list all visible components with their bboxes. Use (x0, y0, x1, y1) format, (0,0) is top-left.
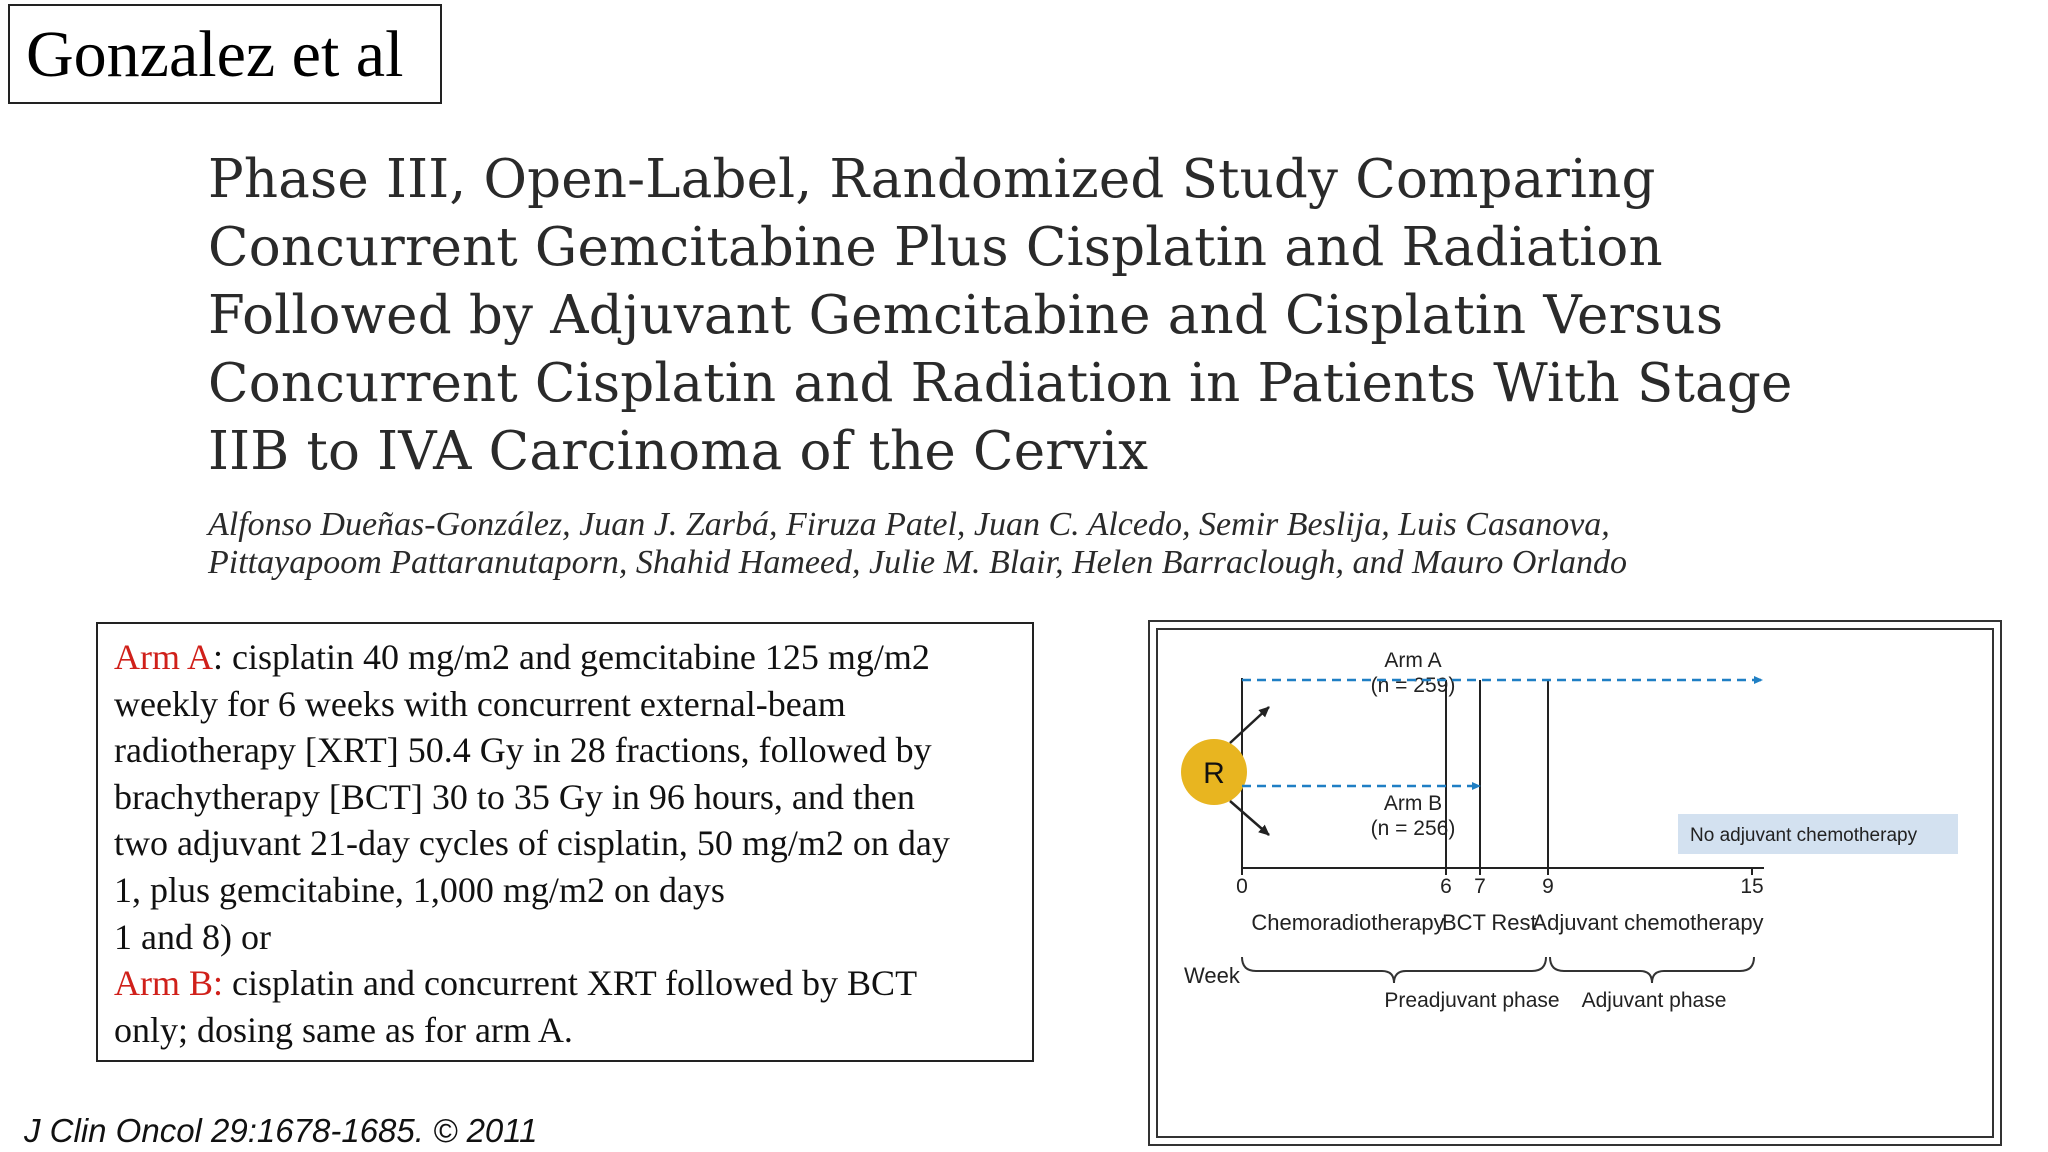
citation: J Clin Oncol 29:1678-1685. © 2011 (24, 1112, 538, 1149)
randomize-arrow-arm-a (1230, 707, 1269, 743)
week-tick-label: 6 (1440, 875, 1452, 898)
preadjuvant-brace (1242, 957, 1546, 983)
arm-a-line: 1 and 8) or (114, 916, 271, 957)
arm-a-name: Arm A (1384, 649, 1442, 672)
arm-a-line: two adjuvant 21-day cycles of cisplatin, 50 mg/m2 on day (114, 823, 950, 864)
arm-a-line: weekly for 6 weeks with concurrent external-beam (114, 683, 846, 724)
paper-title (208, 146, 1908, 486)
week-label: Week (1184, 963, 1240, 988)
author-list (208, 506, 1908, 582)
arm-a-label: Arm A (114, 637, 213, 677)
segment-label: Chemoradiotherapy (1251, 910, 1445, 935)
title-line: Concurrent Cisplatin and Radiation in Patients With Stage (208, 353, 1793, 414)
title-line: IIB to IVA Carcinoma of the Cervix (208, 421, 1149, 482)
no-adjuvant-label: No adjuvant chemotherapy (1690, 825, 1918, 846)
arm-a-text: : cisplatin 40 mg/m2 and gemcitabine 125 mg/m2 (213, 637, 930, 677)
adjuvant-brace (1550, 957, 1754, 983)
author-line: Alfonso Dueñas-González, Juan J. Zarbá, Firuza Patel, Juan C. Alcedo, Semir Beslija, Luis Casanova, (208, 506, 1610, 543)
randomize-arrow-arm-b (1230, 801, 1269, 835)
author-label-box (8, 4, 442, 104)
title-line: Concurrent Gemcitabine Plus Cisplatin and Radiation (208, 217, 1663, 278)
phase-label: Adjuvant phase (1581, 989, 1727, 1012)
segment-label: Adjuvant chemotherapy (1532, 910, 1764, 935)
arm-a-line (114, 634, 1018, 681)
arm-a-count: (n = 259) (1370, 674, 1456, 697)
randomization-label: R (1203, 757, 1225, 790)
arm-b-line: only; dosing same as for arm A. (114, 1009, 573, 1050)
author-label: Gonzalez et al (26, 18, 404, 91)
week-tick-label: 7 (1474, 875, 1486, 898)
week-tick-label: 15 (1740, 875, 1764, 898)
arm-description-box (96, 622, 1034, 1062)
author-line: Pittayapoom Pattaranutaporn, Shahid Hameed, Julie M. Blair, Helen Barraclough, and Mauro Orlando (208, 544, 1628, 581)
arm-b-label: Arm B: (114, 963, 224, 1004)
segment-label: Rest (1491, 910, 1537, 935)
arm-a-line: 1, plus gemcitabine, 1,000 mg/m2 on days (114, 869, 725, 910)
title-line: Followed by Adjuvant Gemcitabine and Cisplatin Versus (208, 285, 1724, 346)
diagram-svg (1158, 630, 1996, 1140)
title-line: Phase III, Open-Label, Randomized Study Comparing (208, 149, 1656, 210)
arm-b-count: (n = 256) (1370, 817, 1456, 840)
arm-a-line: radiotherapy [XRT] 50.4 Gy in 28 fractions, followed by (114, 730, 932, 771)
diagram-frame (1156, 628, 1994, 1138)
week-tick-label: 0 (1236, 875, 1248, 898)
arm-a-line: brachytherapy [BCT] 30 to 35 Gy in 96 hours, and then (114, 776, 915, 817)
arm-b-line (114, 960, 1018, 1007)
arm-b-name: Arm B (1383, 792, 1443, 815)
segment-label: BCT (1442, 910, 1486, 935)
week-tick-label: 9 (1542, 875, 1554, 898)
phase-label: Preadjuvant phase (1384, 989, 1560, 1012)
study-design-diagram (1148, 620, 2002, 1146)
arm-b-text: cisplatin and concurrent XRT followed by BCT (223, 963, 918, 1004)
